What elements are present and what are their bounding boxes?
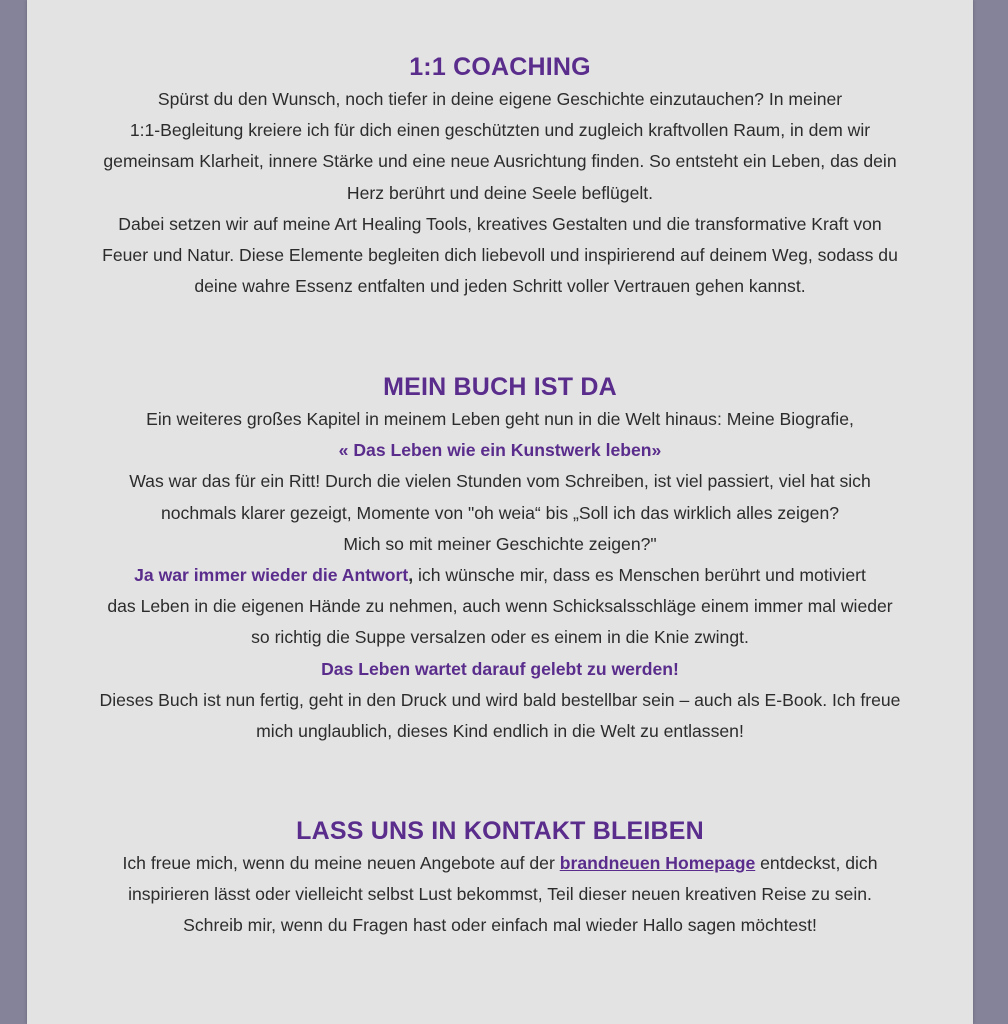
- contact-line: Schreib mir, wenn du Fragen hast oder einfach mal wieder Hallo sagen möchtest!: [183, 915, 817, 936]
- book-answer-highlight: Ja war immer wieder die Antwort: [134, 565, 409, 586]
- coaching-line: Spürst du den Wunsch, noch tiefer in deine eigene Geschichte einzutauchen? In meiner: [157, 89, 843, 109]
- coaching-line: Dabei setzen wir auf meine Art Healing Tools, kreatives Gestalten und die transformative Kraft von: [118, 213, 882, 234]
- contact-line: entdeckst, dich: [755, 853, 878, 873]
- book-line: Was war das für ein Ritt! Durch die vielen Stunden vom Schreiben, ist viel passiert, viel hat sich: [129, 471, 871, 492]
- book-paragraph: [27, 404, 973, 747]
- book-answer-rest: ich wünsche mir, dass es Menschen berührt und motiviert: [413, 565, 866, 586]
- book-section: [27, 370, 973, 747]
- book-line: mich unglaublich, dieses Kind endlich in die Welt zu entlassen!: [256, 721, 744, 742]
- book-line: so richtig die Suppe versalzen oder es einem in die Knie zwingt.: [251, 627, 749, 648]
- coaching-line: 1:1-Begleitung kreiere ich für dich einen geschützten und zugleich kraftvollen Raum, in dem wir: [129, 120, 871, 141]
- contact-section: [27, 814, 973, 942]
- book-heading: MEIN BUCH IST DA: [383, 373, 617, 401]
- book-title: « Das Leben wie ein Kunstwerk leben»: [338, 440, 662, 461]
- coaching-heading: 1:1 COACHING: [409, 53, 591, 81]
- coaching-line: gemeinsam Klarheit, innere Stärke und eine neue Ausrichtung finden. So entsteht ein Leben, das dein: [103, 151, 897, 172]
- book-line: Ein weiteres großes Kapitel in meinem Leben geht nun in die Welt hinaus: Meine Biografie,: [146, 409, 854, 429]
- contact-line: Ich freue mich, wenn du meine neuen Angebote auf der: [122, 853, 560, 873]
- book-line: nochmals klarer gezeigt, Momente von "oh weia“ bis „Soll ich das wirklich alles zeigen?: [160, 502, 840, 523]
- contact-line: inspirieren lässt oder vielleicht selbst Lust bekommst, Teil dieser neuen kreativen Reise zu sein.: [128, 884, 872, 905]
- book-motto: Das Leben wartet darauf gelebt zu werden!: [321, 658, 679, 679]
- coaching-line: Herz berührt und deine Seele beflügelt.: [346, 182, 654, 203]
- contact-paragraph: [27, 848, 973, 942]
- coaching-paragraph: [27, 84, 973, 302]
- book-line: Mich so mit meiner Geschichte zeigen?": [343, 533, 657, 554]
- book-answer-comma: ,: [408, 565, 414, 586]
- homepage-link[interactable]: brandneuen Homepage: [559, 853, 756, 873]
- book-line: das Leben in die eigenen Hände zu nehmen, auch wenn Schicksalsschläge einem immer mal wieder: [107, 596, 893, 617]
- coaching-line: deine wahre Essenz entfalten und jeden Schritt voller Vertrauen gehen kannst.: [194, 276, 806, 297]
- coaching-line: Feuer und Natur. Diese Elemente begleiten dich liebevoll und inspirierend auf deinem Weg, sodass du: [102, 245, 898, 266]
- book-line: Dieses Buch ist nun fertig, geht in den Druck und wird bald bestellbar sein – auch als E-Book. Ich freue: [99, 689, 901, 710]
- contact-heading: LASS UNS IN KONTAKT BLEIBEN: [296, 817, 704, 845]
- email-content-panel: [27, 0, 973, 1024]
- coaching-section: [27, 50, 973, 302]
